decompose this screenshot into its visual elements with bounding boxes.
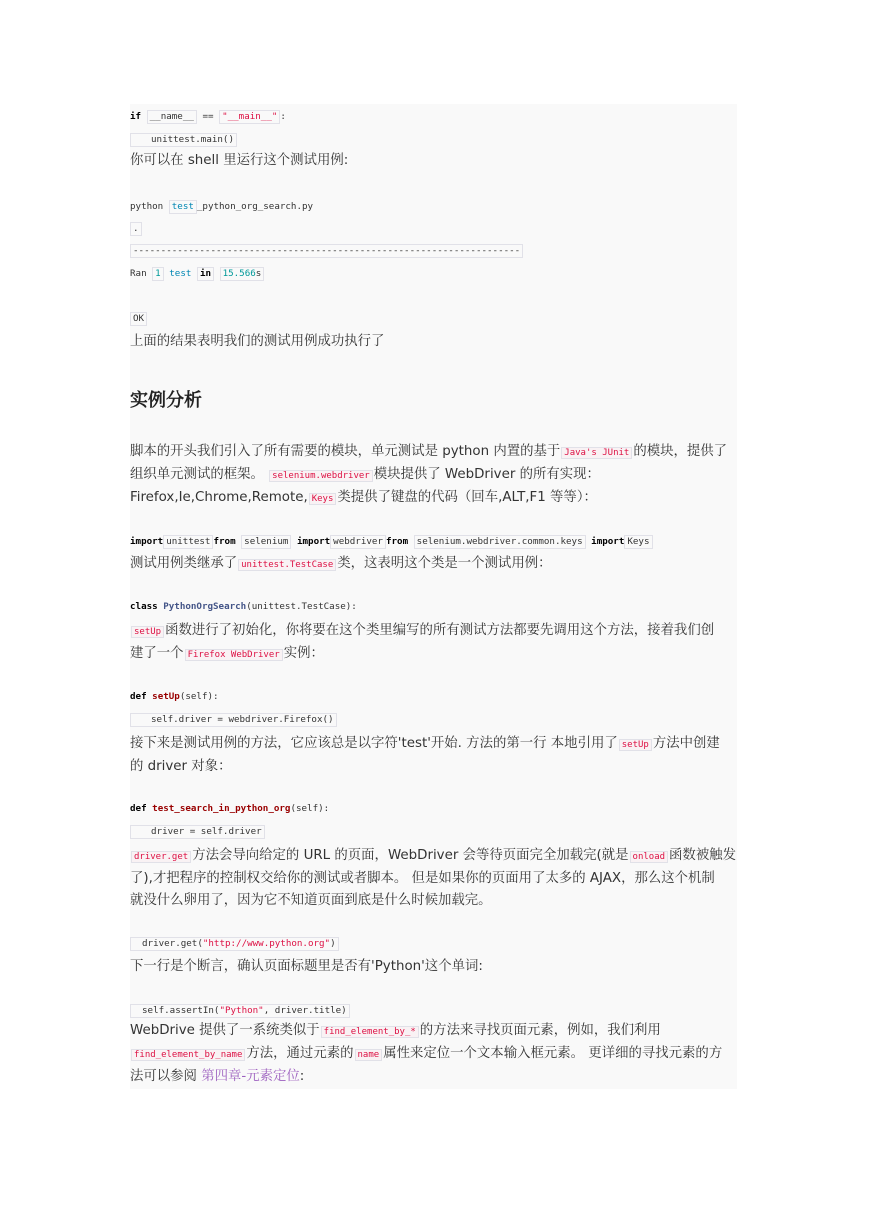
code-token: test [169, 200, 197, 214]
para-find-line3 [130, 1066, 304, 1088]
inline-code: onload [630, 851, 669, 863]
keyword: import [130, 536, 164, 547]
inline-code: Firefox WebDriver [185, 649, 283, 661]
inline-code: name [355, 1049, 383, 1061]
para-get-line1 [130, 845, 736, 868]
code-token: s [255, 268, 262, 279]
code-token: ---------------------------------------------------------------------- [130, 244, 523, 258]
code-token: driver.get( [142, 938, 203, 949]
para-inherit [130, 553, 552, 576]
keyword: import [591, 536, 625, 547]
code-token: selenium.webdriver.common.keys [414, 535, 586, 549]
class-name: PythonOrgSearch [163, 601, 247, 612]
code-run-ran [130, 267, 264, 281]
para-result: 上面的结果表明我们的测试用例成功执行了 [130, 334, 385, 349]
inline-code: Keys [309, 493, 337, 505]
function-name: test_search_in_python_org [152, 803, 291, 814]
code-run-dot [130, 222, 142, 236]
code-token: unittest.main() [151, 134, 234, 145]
keyword: def [130, 691, 147, 702]
code-token: selenium [241, 535, 291, 549]
chapter-link[interactable]: 第四章-元素定位 [201, 1069, 300, 1084]
code-string: "http://www.python.org" [202, 938, 331, 949]
code-test-def [130, 803, 329, 814]
code-token: Keys [624, 535, 652, 549]
para-shell: 你可以在 shell 里运行这个测试用例: [130, 153, 349, 168]
text: 类提供了键盘的代码（回车,ALT,F1 等等）： [337, 490, 597, 505]
text: 方法中创建 [652, 736, 720, 751]
keyword: class [130, 601, 158, 612]
code-main-call [130, 133, 237, 147]
keyword: if [130, 111, 142, 122]
inline-code: unittest.TestCase [238, 559, 336, 571]
keyword: def [130, 803, 147, 814]
para-get-line2: 了),才把程序的控制权交给你的测试或者脚本。 但是如果你的页面用了太多的 AJAX，那么这个机制 [130, 871, 715, 886]
text: 建了一个 [130, 646, 184, 661]
inline-code: setUp [619, 739, 652, 751]
code-token: __name__ [147, 110, 197, 124]
code-token: self.driver = webdriver.Firefox() [151, 714, 334, 725]
code-token: unittest [163, 535, 213, 549]
keyword: in [197, 267, 214, 281]
code-number: 15.566 [222, 268, 256, 279]
code-token: Ran [130, 268, 147, 279]
code-number: 1 [152, 267, 164, 281]
inline-code: setUp [131, 626, 164, 638]
code-setup-def [130, 691, 219, 702]
para-get-line3: 就没什么卵用了，因为它不知道页面到底是什么时候加载完。 [130, 893, 492, 908]
inline-code: driver.get [131, 851, 191, 863]
code-token: . [130, 222, 142, 236]
code-token: (self): [290, 803, 330, 814]
para-setup-line1 [130, 620, 714, 643]
para-assert: 下一行是个断言，确认页面标题里是否有'Python'这个单词: [130, 959, 483, 974]
code-run-command [130, 200, 313, 214]
inline-code: find_element_by_* [321, 1026, 419, 1038]
code-token: self.assertIn( [142, 1005, 220, 1016]
code-get-call [130, 937, 339, 951]
code-class-def [130, 601, 357, 612]
code-string: "Python" [219, 1005, 264, 1016]
text: 的模块，提供了 [633, 444, 728, 459]
para-intro-line3 [130, 487, 597, 510]
text: 函数被触发 [669, 848, 736, 863]
text: 模块提供了 WebDriver 的所有实现： [373, 467, 600, 482]
text: 的方法来寻找页面元素，例如，我们利用 [419, 1023, 661, 1038]
code-token: == [202, 111, 214, 122]
text: : [299, 1069, 305, 1084]
code-token: : [280, 111, 286, 122]
para-intro-line2 [130, 464, 600, 487]
text: 法可以参阅 [130, 1069, 197, 1084]
code-token: (unittest.TestCase): [246, 601, 357, 612]
text: 测试用例类继承了 [130, 556, 238, 571]
code-setup-body [130, 713, 337, 727]
text: 组织单元测试的框架。 [130, 467, 264, 482]
para-find-line2 [130, 1043, 722, 1066]
text: 接下来是测试用例的方法，它应该总是以字符'test'开始. 方法的第一行 本地引用了 [130, 736, 618, 751]
code-main-guard [130, 110, 286, 124]
para-find-line1 [130, 1020, 661, 1043]
function-name: setUp [152, 691, 180, 702]
code-token: OK [130, 312, 147, 326]
text: 方法会导向给定的 URL 的页面，WebDriver 会等待页面完全加载完(就是 [192, 848, 629, 863]
text: 实例： [283, 646, 324, 661]
text: 脚本的开头我们引入了所有需要的模块，单元测试是 python 内置的基于 [130, 444, 561, 459]
code-token: python [130, 201, 164, 212]
para-setup-line2 [130, 643, 324, 666]
code-token: driver = self.driver [151, 826, 262, 837]
code-token: test [169, 268, 192, 279]
code-assert-call [130, 1004, 350, 1018]
text: WebDrive 提供了一系统类似于 [130, 1023, 320, 1038]
text: 类，这表明这个类是一个测试用例： [337, 556, 552, 571]
section-heading: 实例分析 [130, 390, 202, 411]
code-token: webdriver [330, 535, 386, 549]
code-token: ) [330, 938, 336, 949]
code-run-dashes [130, 244, 523, 258]
code-imports [130, 535, 653, 549]
para-test-line2: 的 driver 对象： [130, 759, 232, 774]
inline-code: find_element_by_name [131, 1049, 245, 1061]
keyword: from [213, 536, 236, 547]
code-string: "__main__" [219, 110, 280, 124]
inline-code: selenium.webdriver [269, 470, 373, 482]
text: 属性来定位一个文本输入框元素。 更详细的寻找元素的方 [383, 1046, 723, 1061]
text: 方法，通过元素的 [246, 1046, 354, 1061]
text: Firefox,Ie,Chrome,Remote, [130, 490, 308, 505]
code-run-ok [130, 312, 147, 326]
inline-code: Java's JUnit [561, 447, 632, 459]
keyword: from [385, 536, 409, 547]
code-token: _python_org_search.py [196, 201, 314, 212]
para-test-line1 [130, 733, 720, 756]
code-test-body [130, 825, 265, 839]
text: 函数进行了初始化，你将要在这个类里编写的所有测试方法都要先调用这个方法，接着我们创 [165, 623, 715, 638]
code-token: (self): [179, 691, 219, 702]
code-token: , driver.title) [263, 1005, 347, 1016]
para-intro-line1 [130, 441, 727, 464]
keyword: import [296, 536, 331, 547]
